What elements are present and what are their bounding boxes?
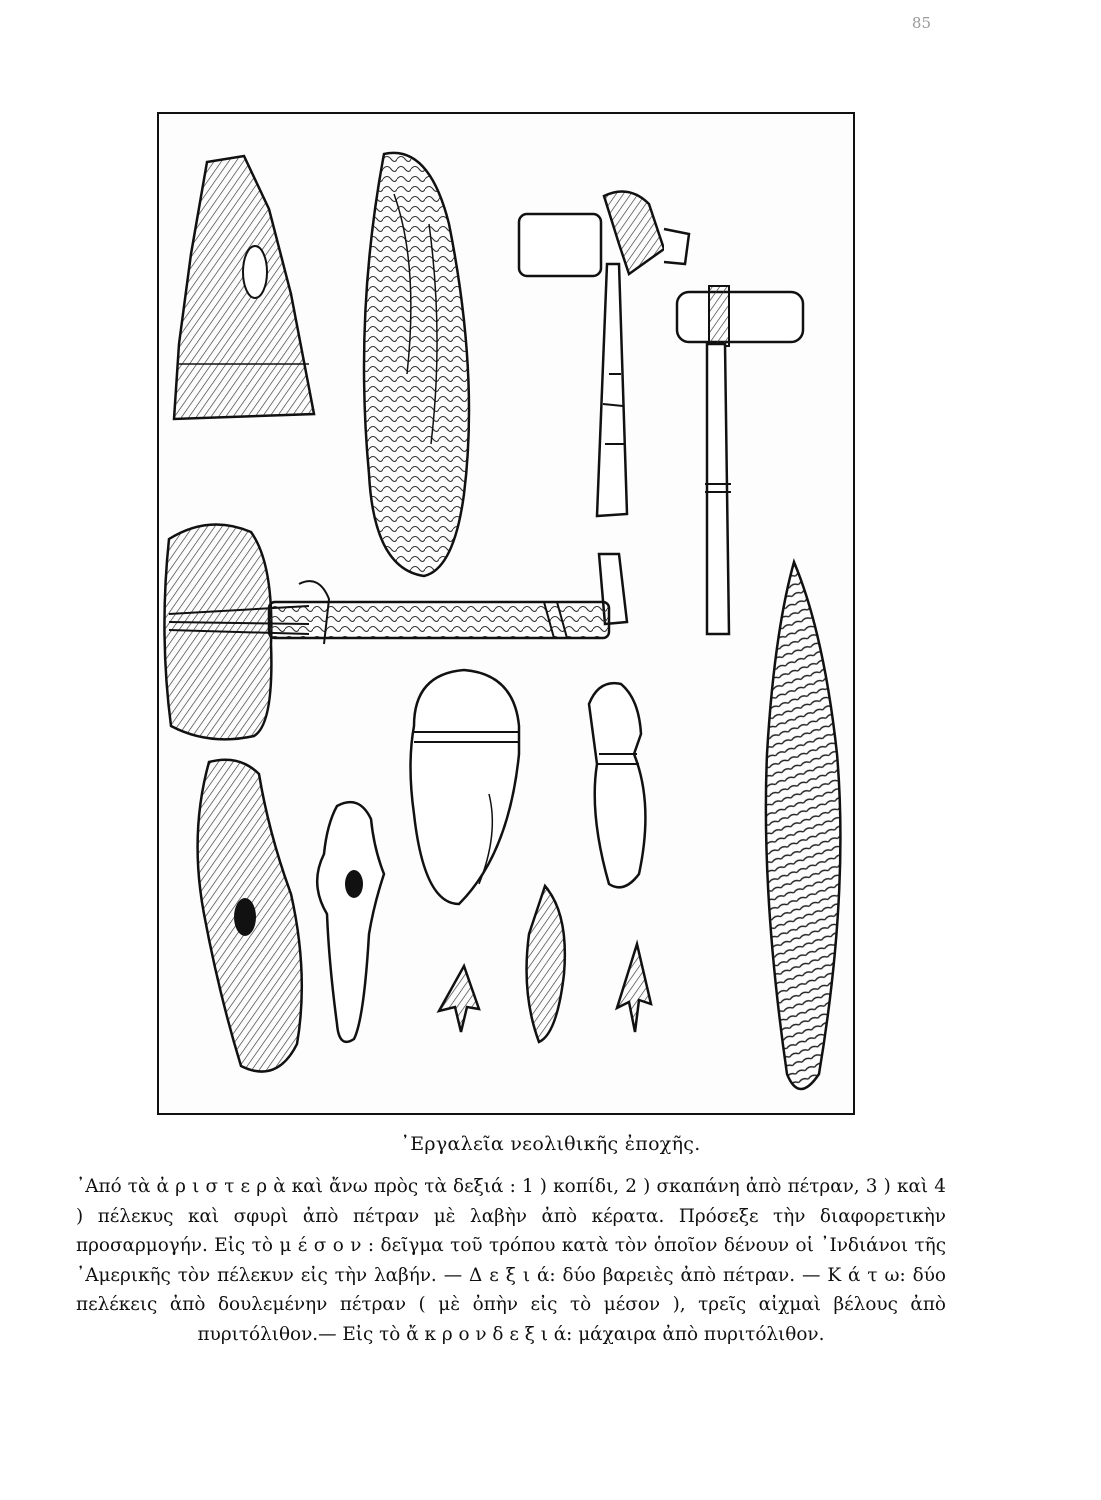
arrowhead-right-drawing: [617, 944, 651, 1032]
small-perforated-axe-drawing: [317, 802, 384, 1042]
stone-hammer-drawing: [677, 286, 803, 634]
polished-stone-hammer-drawing: [411, 670, 520, 904]
figure-caption-title: ᾿Εργαλεῖα νεολιθικῆς ἐποχῆς.: [400, 1133, 701, 1155]
stone-chisel-drawing: [174, 156, 314, 419]
figure-caption-body: ᾿Από τὰ ἀ ρ ι σ τ ε ρ ὰ καὶ ἄνω πρὸς τὰ δεξιά : 1 ) κοπίδι, 2 ) σκαπάνη ἀπὸ πέτραν, 3 ) καὶ 4 ) πέλεκυς καὶ σφυρὶ ἀπὸ πέτραν μὲ λαβὴν ἀπὸ κέρατα. Πρόσεξε τὴν διαφορετικὴν προσαρμογήν. Εἰς τὸ μ έ σ ο ν : δεῖγμα τοῦ τρόπου κατὰ τὸν ὁποῖον δένουν οἱ ᾿Ινδιάνοι τῆς ᾿Αμερικῆς τὸν πέλεκυν εἰς τὴν λαβήν. — Δ ε ξ ι ά: δύο βαρειὲς ἀπὸ πέτραν. — Κ ά τ ω: δύο πελέκεις ἀπὸ δουλεμένην πέτραν ( μὲ ὀπὴν εἰς τὸ μέσον ), τρεῖς αἰχμαὶ βέλους ἀπὸ πυριτόλιθον.— Εἰς τὸ ἄ κ ρ ο ν δ ε ξ ι ά: μάχαιρα ἀπὸ πυριτόλιθον.: [76, 1176, 946, 1345]
indian-hafted-axe-drawing: [164, 524, 609, 739]
arrowhead-left-drawing: [439, 966, 479, 1032]
perforated-stone-axe-drawing: [198, 760, 302, 1072]
small-stone-hammer-drawing: [589, 683, 645, 887]
figure-caption-text: [76, 1172, 946, 1349]
neolithic-tools-illustration: [157, 112, 855, 1115]
arrowhead-middle-drawing: [527, 886, 565, 1042]
antler-handle-axe-drawing: [519, 192, 689, 625]
flint-knife-drawing: [766, 562, 841, 1089]
flint-hoe-drawing: [364, 153, 469, 576]
page-number: 85: [911, 14, 931, 32]
